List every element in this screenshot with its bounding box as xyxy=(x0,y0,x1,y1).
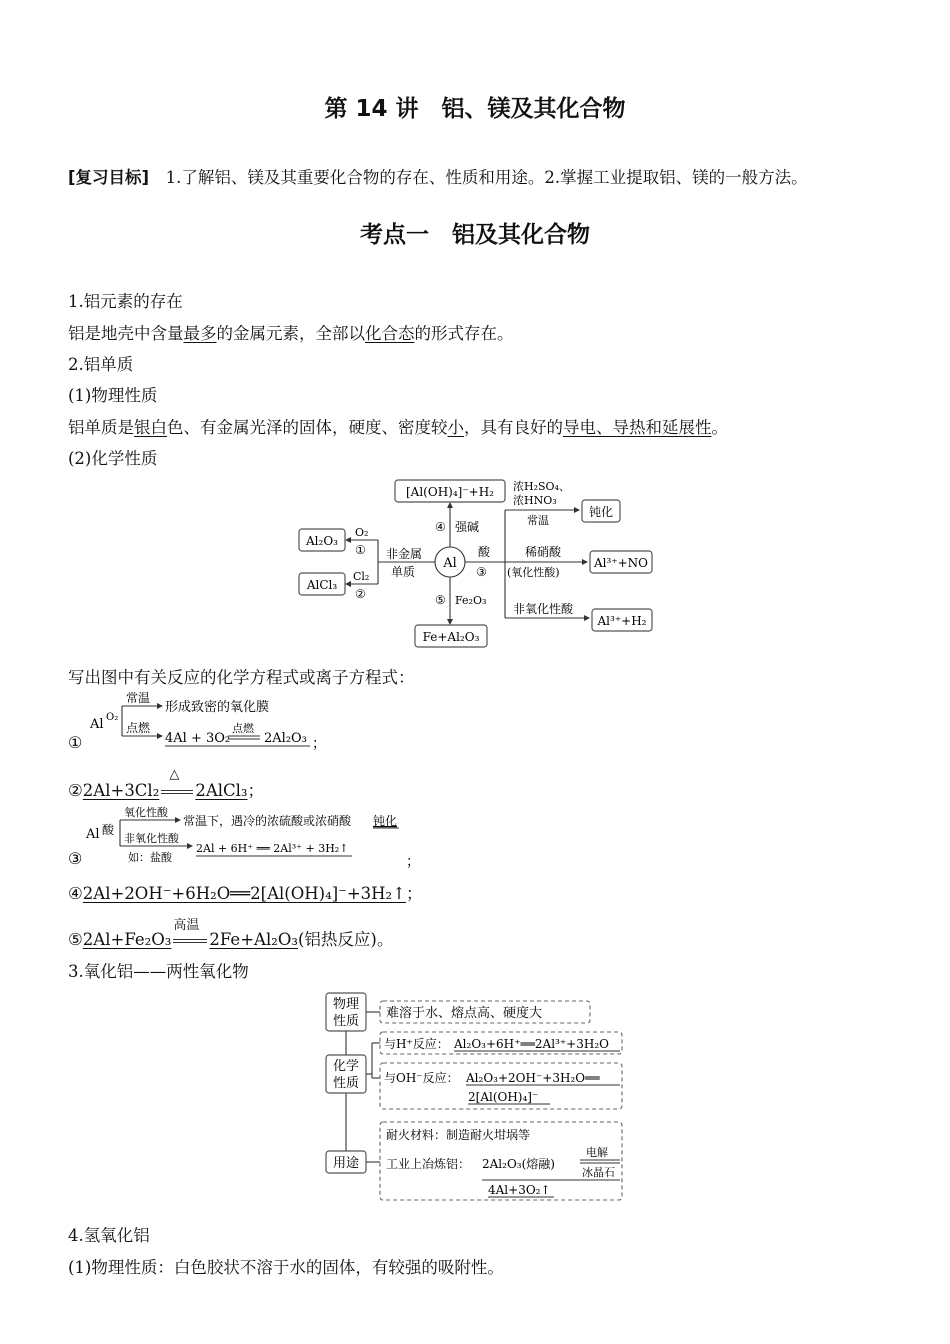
equation-5 xyxy=(68,918,394,950)
answer-blank: 银白 xyxy=(134,418,167,437)
acid-label: 酸 xyxy=(478,545,491,559)
eq2-left: 2Al+3Cl₂ xyxy=(82,781,160,800)
num-2: ② xyxy=(68,781,83,800)
nonmetal-label: 非金属 xyxy=(386,547,423,561)
cl2-label: Cl₂ xyxy=(353,570,370,583)
normal-temp-label: 常温 xyxy=(527,514,549,527)
equation-1 xyxy=(66,690,366,756)
nonoxidizing-acid-label: 非氧化性酸 xyxy=(513,602,574,616)
num-4: ④ xyxy=(435,520,446,534)
answer-blank: 导电、导热和延展性 xyxy=(563,418,712,437)
eq4-text: 2Al+2OH⁻+6H₂O══2[Al(OH)₄]⁻+3H₂↑ xyxy=(82,884,406,903)
text: 铝是地壳中含量 xyxy=(68,324,184,343)
chem-label-1: 化学 xyxy=(332,1059,360,1074)
s2-phys-heading: (1)物理性质 xyxy=(68,386,158,405)
num-5: ⑤ xyxy=(68,930,83,949)
num-5: ⑤ xyxy=(435,593,446,607)
s1-heading: 1.铝元素的存在 xyxy=(68,292,183,311)
bottom-product: Fe+Al₂O₃ xyxy=(422,630,480,644)
lecture-title: 第 14 讲 铝、镁及其化合物 xyxy=(324,96,626,122)
conc-acid-label-1: 浓H₂SO₄、 xyxy=(513,480,570,493)
dilute-nitric-label: 稀硝酸 xyxy=(525,545,562,559)
eq5-left: 2Al+Fe₂O₃ xyxy=(82,930,172,949)
thermite-note: (铝热反应)。 xyxy=(297,930,394,949)
use-smelting-eq: 2Al₂O₃(熔融) xyxy=(482,1157,555,1171)
num-4: ④ xyxy=(68,884,83,903)
h-reaction-label: 与H⁺反应： xyxy=(384,1037,449,1051)
cryolite-cond: 冰晶石 xyxy=(582,1166,615,1179)
review-goal-tag: [复习目标] xyxy=(68,168,150,187)
review-goal xyxy=(68,164,808,188)
oh-reaction-label: 与OH⁻反应： xyxy=(384,1071,459,1085)
phys-text: 难溶于水、熔点高、硬度大 xyxy=(386,1006,543,1021)
semicolon: ； xyxy=(406,884,423,903)
semicolon: ； xyxy=(312,736,326,752)
s1-paragraph xyxy=(68,320,514,344)
al2o3-product: Al₂O₃ xyxy=(306,534,338,548)
phys-label-1: 物理 xyxy=(332,997,360,1012)
al-label: Al xyxy=(86,827,100,842)
passivation-text: 常温下，遇冷的浓硫酸或浓硝酸 xyxy=(183,814,352,828)
review-goal-text: 1.了解铝、镁及其重要化合物的存在、性质和用途。2.掌握工业提取铝、镁的一般方法。 xyxy=(149,168,808,187)
eq2-right: 2AlCl₃ xyxy=(195,781,248,800)
oh-reaction-eq: Al₂O₃+2OH⁻+3H₂O══ xyxy=(466,1071,600,1085)
top-product: [Al(OH)₄]⁻+H₂ xyxy=(405,485,495,499)
high-temp-cond: 高温 xyxy=(173,918,200,933)
equation-2 xyxy=(68,767,265,801)
answer-blank: 化合态 xyxy=(365,324,415,343)
oxide-film-result: 形成致密的氧化膜 xyxy=(165,700,270,715)
equation-intro: 写出图中有关反应的化学方程式或离子方程式： xyxy=(68,668,415,687)
acid-label: 酸 xyxy=(102,823,115,837)
text: 铝单质是 xyxy=(68,418,134,437)
text: 的形式存在。 xyxy=(414,324,514,343)
eq3-ionic: 2Al + 6H⁺ ══ 2Al³⁺ + 3H₂↑ xyxy=(196,842,349,855)
al-no-product: Al³⁺+NO xyxy=(593,556,649,570)
o2-label: O₂ xyxy=(355,526,369,539)
equation-3 xyxy=(66,806,426,872)
chem-label-2: 性质 xyxy=(332,1076,360,1091)
text: 色、有金属光泽的固体，硬度、密度较 xyxy=(167,418,448,437)
strong-base-label: 强碱 xyxy=(455,520,480,534)
section-title: 考点一 铝及其化合物 xyxy=(360,222,590,248)
phys-label-2: 性质 xyxy=(332,1014,360,1029)
s2-chem-heading: (2)化学性质 xyxy=(68,449,158,468)
ignite-cond-2: 点燃 xyxy=(232,722,254,735)
use-smelting-label: 工业上冶炼铝： xyxy=(386,1157,471,1171)
text: 。 xyxy=(711,418,728,437)
al-label: Al xyxy=(90,717,104,732)
text: 的金属元素，全部以 xyxy=(216,324,365,343)
nonoxidizing-acid: 非氧化性酸 xyxy=(124,832,179,845)
normal-temp-cond: 常温 xyxy=(126,691,151,705)
aluminum-reaction-diagram xyxy=(295,476,665,650)
num-3: ③ xyxy=(476,565,487,579)
al-center-label: Al xyxy=(443,556,457,571)
answer-blank: 最多 xyxy=(183,324,217,343)
oxidizing-acid-label: (氧化性酸) xyxy=(507,566,560,579)
num-1: ① xyxy=(355,543,366,557)
eq5-right: 2Fe+Al₂O₃ xyxy=(209,930,298,949)
eq1-right: 2Al₂O₃ xyxy=(264,731,307,746)
num-2: ② xyxy=(355,587,366,601)
alumina-diagram xyxy=(322,988,626,1204)
use-label: 用途 xyxy=(332,1156,360,1171)
o2-label: O₂ xyxy=(106,712,119,723)
al-h2-product: Al³⁺+H₂ xyxy=(597,614,647,628)
oxidizing-acid: 氧化性酸 xyxy=(124,806,168,819)
heat-cond: △ xyxy=(169,767,180,782)
element-label: 单质 xyxy=(391,565,416,579)
s2-phys-paragraph xyxy=(68,414,728,438)
electrolysis-cond: 电解 xyxy=(586,1146,608,1159)
ignite-cond: 点燃 xyxy=(126,721,151,735)
example-hcl: 如：盐酸 xyxy=(128,851,172,864)
eq1-left: 4Al + 3O₂ xyxy=(165,731,231,746)
passivation-answer: 钝化 xyxy=(373,814,398,828)
num-1: ① xyxy=(68,733,83,752)
equation-4 xyxy=(68,880,423,904)
fe2o3-label: Fe₂O₃ xyxy=(455,594,487,607)
oh-reaction-eq-2: 2[Al(OH)₄]⁻ xyxy=(468,1090,539,1104)
semicolon: ； xyxy=(406,854,420,870)
s4-phys: (1)物理性质：白色胶状不溶于水的固体，有较强的吸附性。 xyxy=(68,1258,504,1277)
num-3: ③ xyxy=(68,849,83,868)
s3-heading: 3.氧化铝——两性氧化物 xyxy=(68,962,249,981)
passivation-product: 钝化 xyxy=(588,505,614,519)
answer-blank: 小 xyxy=(447,418,464,437)
s4-heading: 4.氢氧化铝 xyxy=(68,1226,150,1245)
text: ，具有良好的 xyxy=(464,418,563,437)
use-refractory: 耐火材料：制造耐火坩埚等 xyxy=(386,1128,531,1142)
semicolon: ； xyxy=(247,781,265,800)
alcl3-product: AlCl₃ xyxy=(306,578,338,592)
s2-heading: 2.铝单质 xyxy=(68,355,134,374)
conc-acid-label-2: 浓HNO₃ xyxy=(513,494,557,507)
use-smelting-result: 4Al+3O₂↑ xyxy=(488,1183,551,1197)
h-reaction-eq: Al₂O₃+6H⁺══2Al³⁺+3H₂O xyxy=(454,1037,609,1051)
